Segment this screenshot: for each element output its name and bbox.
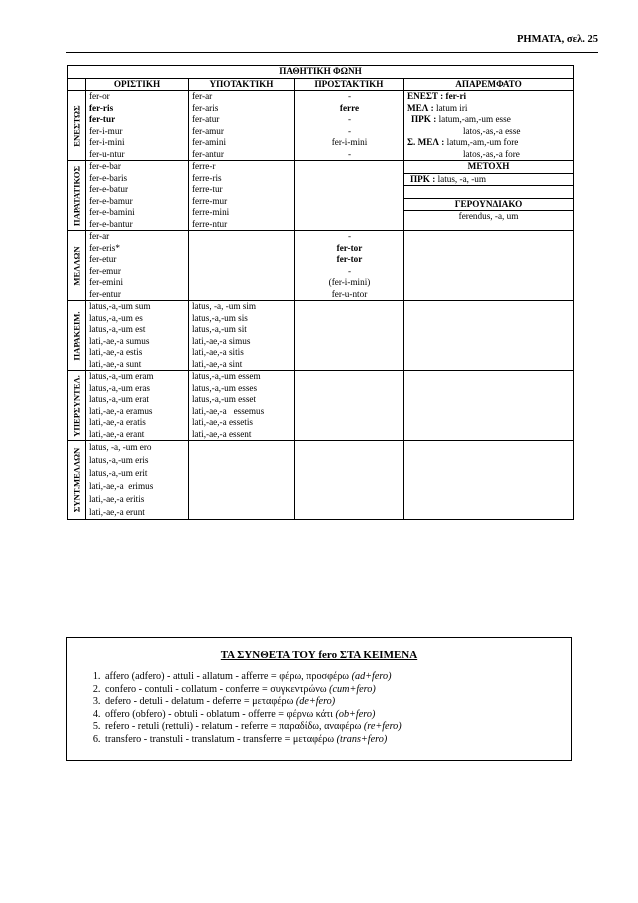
form: lati,-ae,-a erant (89, 428, 145, 439)
infinitive-cell (404, 91, 574, 161)
oristiki-cell (86, 301, 189, 371)
form: fer-eris* (89, 242, 120, 253)
oristiki-cell (86, 231, 189, 301)
list-item: 5. refero - retuli (rettuli) - relatum - referre = παραδίδω, αναφέρω (re+fero) (103, 721, 571, 734)
spacer (404, 186, 573, 198)
form: lati,-ae,-a eritis (89, 494, 145, 504)
table-row (68, 231, 574, 301)
ypotaktiki-cell (189, 91, 295, 161)
list-item: 1. affero (adfero) - attuli - allatum - afferre = φέρω, προσφέρω (ad+fero) (103, 671, 571, 684)
column-header-oristiki: ΟΡΙΣΤΙΚΗ (86, 78, 189, 91)
form: - (347, 125, 352, 136)
prostaktiki-cell (295, 161, 404, 231)
form: lati,-ae,-a simus (192, 335, 251, 346)
row-label-cell (68, 301, 86, 371)
form: - (347, 114, 352, 124)
form: latus,-a,-um sit (192, 324, 247, 334)
oristiki-cell (86, 441, 189, 520)
row-label-cell (68, 161, 86, 231)
participle-cell (404, 161, 574, 231)
form: latus,-a,-um eras (89, 382, 150, 393)
compounds-title: ΤΑ ΣΥΝΘΕΤΑ ΤΟΥ fero ΣΤΑ ΚΕΙΜΕΝΑ (220, 649, 418, 661)
form: fer-emur (89, 265, 121, 276)
compounds-list (67, 671, 571, 746)
form: lati,-ae,-a estis (89, 347, 143, 357)
form: latus,-a,-um erat (89, 394, 149, 404)
infinitive-future-perfect: Σ. ΜΕΛ : latum,-am,-um fore (407, 137, 519, 147)
form: latus, -a, -um sim (192, 301, 257, 311)
form: ferre-ntur (192, 218, 228, 229)
oristiki-cell (86, 161, 189, 231)
infinitive-perfect-plural: latos,-as,-a esse (463, 125, 521, 136)
form: lati,-ae,-a sitis (192, 347, 244, 357)
empty-cell (404, 441, 574, 520)
row-label: ΠΑΡΑΚΕΙΜ. (70, 310, 81, 361)
form: latus, -a, -um ero (89, 442, 152, 452)
row-label-cell (68, 231, 86, 301)
form: fer-or (89, 91, 110, 101)
empty-cell (404, 231, 574, 301)
form: lati,-ae,-a essetis (192, 417, 253, 427)
participle-perfect: ΠΡΚ : latus, -a, -um (404, 173, 573, 187)
form: latus,-a,-um essem (192, 371, 261, 381)
row-label: ΥΠΕΡΣΥΝΤΕΛ. (70, 374, 81, 437)
oristiki-cell (86, 371, 189, 441)
table-row (68, 371, 574, 441)
row-label: ΣΥΝΤ.ΜΕΛΛΩΝ (70, 447, 81, 513)
form: ferre-ris (192, 172, 222, 183)
row-label: ΕΝΕΣΤΩΣ (70, 104, 81, 147)
form: latus,-a,-um sum (89, 301, 151, 311)
form: ferre-mur (192, 195, 228, 206)
form: fer-tor (336, 242, 363, 253)
form: latus,-a,-um est (89, 324, 146, 334)
list-item: 4. offero (obfero) - obtuli - oblatum - offerre = φέρνω κάτι (ob+fero) (103, 709, 571, 722)
form: fer-e-bamini (89, 207, 135, 217)
empty-cell (404, 371, 574, 441)
form: fer-e-bar (89, 161, 121, 171)
form: fer-i-mini (331, 137, 368, 147)
participle-title: ΜΕΤΟΧΗ (467, 161, 510, 171)
form: fer-atur (192, 114, 220, 124)
form: fer-etur (89, 254, 117, 264)
ypotaktiki-cell (189, 161, 295, 231)
form: - (347, 231, 352, 241)
ypotaktiki-cell (189, 441, 295, 520)
row-label: ΠΑΡΑΤΑΤΙΚΟΣ (70, 165, 81, 226)
form: lati,-ae,-a essemus (192, 405, 265, 416)
form: latus,-a,-um esset (192, 394, 257, 404)
form: (fer-i-mini) (328, 277, 371, 287)
page-header: ΡΗΜΑΤΑ, σελ. 25 (517, 34, 598, 45)
form: fer-i-mur (89, 125, 123, 136)
ypotaktiki-cell (189, 301, 295, 371)
row-label-cell (68, 371, 86, 441)
form: ferre-tur (192, 184, 223, 194)
ypotaktiki-cell (189, 231, 295, 301)
form: fer-ar (192, 91, 213, 101)
form: lati,-ae,-a sint (192, 358, 243, 369)
form: lati,-ae,-a sumus (89, 335, 150, 346)
table-row (68, 441, 574, 520)
infinitive-future-perfect-plural: latos,-as,-a fore (463, 148, 520, 159)
gerundive-title: ΓΕΡΟΥΝΔΙΑΚΟ (404, 198, 573, 212)
form: fer-i-mini (89, 137, 125, 147)
form: latus,-a,-um sis (192, 312, 248, 323)
list-item: 3. defero - detuli - delatum - deferre = μεταφέρω (de+fero) (103, 696, 571, 709)
row-label: ΜΕΛΛΩΝ (70, 245, 81, 286)
form: ferre-mini (192, 207, 230, 217)
form: lati,-ae,-a erimus (89, 481, 154, 491)
form: lati,-ae,-a eratis (89, 417, 146, 427)
form: latus,-a,-um eram (89, 371, 154, 381)
table-title: ΠΑΘΗΤΙΚΗ ΦΩΝΗ (68, 66, 574, 79)
column-header-prostaktiki: ΠΡΟΣΤΑΚΤΙΚΗ (295, 78, 404, 91)
form: fer-ar (89, 231, 110, 241)
form: fer-amur (192, 125, 224, 136)
form: latus,-a,-um es (89, 312, 143, 323)
row-label-cell (68, 441, 86, 520)
form: lati,-ae,-a erunt (89, 507, 145, 517)
table-row (68, 161, 574, 231)
corner-cell (68, 78, 86, 91)
ypotaktiki-cell (189, 371, 295, 441)
form: fer-e-bamur (89, 195, 133, 206)
form: fer-aris (192, 102, 219, 113)
prostaktiki-cell (295, 91, 404, 161)
prostaktiki-cell (295, 231, 404, 301)
form: latus,-a,-um erit (89, 468, 148, 478)
form: lati,-ae,-a eramus (89, 405, 153, 416)
infinitive-present: ΕΝΕΣΤ : fer-ri (407, 91, 467, 101)
column-header-ypotaktiki: ΥΠΟΤΑΚΤΙΚΗ (189, 78, 295, 91)
form: fer-tor (336, 254, 363, 264)
passive-voice-table (67, 65, 574, 520)
form: fer-antur (192, 148, 224, 159)
form: fer-amini (192, 137, 226, 147)
header-rule (66, 52, 598, 53)
form: - (347, 148, 352, 159)
compounds-box (66, 637, 572, 761)
list-item: 2. confero - contuli - collatum - conferre = συγκεντρώνω (cum+fero) (103, 684, 571, 697)
infinitive-future: ΜΕΛ : latum iri (407, 102, 468, 113)
prostaktiki-cell (295, 371, 404, 441)
form: fer-ris (89, 102, 114, 113)
prostaktiki-cell (295, 441, 404, 520)
form: fer-u-ntur (89, 148, 125, 159)
form: fer-u-ntor (331, 288, 368, 299)
table-row (68, 301, 574, 371)
form: fer-emini (89, 277, 123, 287)
form: - (347, 91, 352, 101)
gerundive-value: ferendus, -a, um (458, 211, 519, 221)
oristiki-cell (86, 91, 189, 161)
form: ferre-r (192, 161, 216, 171)
form: lati,-ae,-a sunt (89, 358, 142, 369)
column-header-aparemfato: ΑΠΑΡΕΜΦΑΤΟ (404, 78, 574, 91)
form: fer-e-batur (89, 184, 129, 194)
form: fer-e-bantur (89, 218, 133, 229)
list-item: 6. transfero - transtuli - translatum - transferre = μεταφέρω (trans+fero) (103, 734, 571, 747)
form: latus,-a,-um eris (89, 455, 149, 465)
form: - (347, 265, 352, 276)
form: fer-tur (89, 114, 116, 124)
prostaktiki-cell (295, 301, 404, 371)
table-row (68, 91, 574, 161)
form: fer-e-baris (89, 172, 128, 183)
infinitive-perfect: ΠΡΚ : latum,-am,-um esse (411, 114, 511, 124)
empty-cell (404, 301, 574, 371)
form: lati,-ae,-a essent (192, 428, 252, 439)
form: fer-entur (89, 288, 121, 299)
form: ferre (339, 102, 360, 113)
row-label-cell (68, 91, 86, 161)
form: latus,-a,-um esses (192, 382, 258, 393)
